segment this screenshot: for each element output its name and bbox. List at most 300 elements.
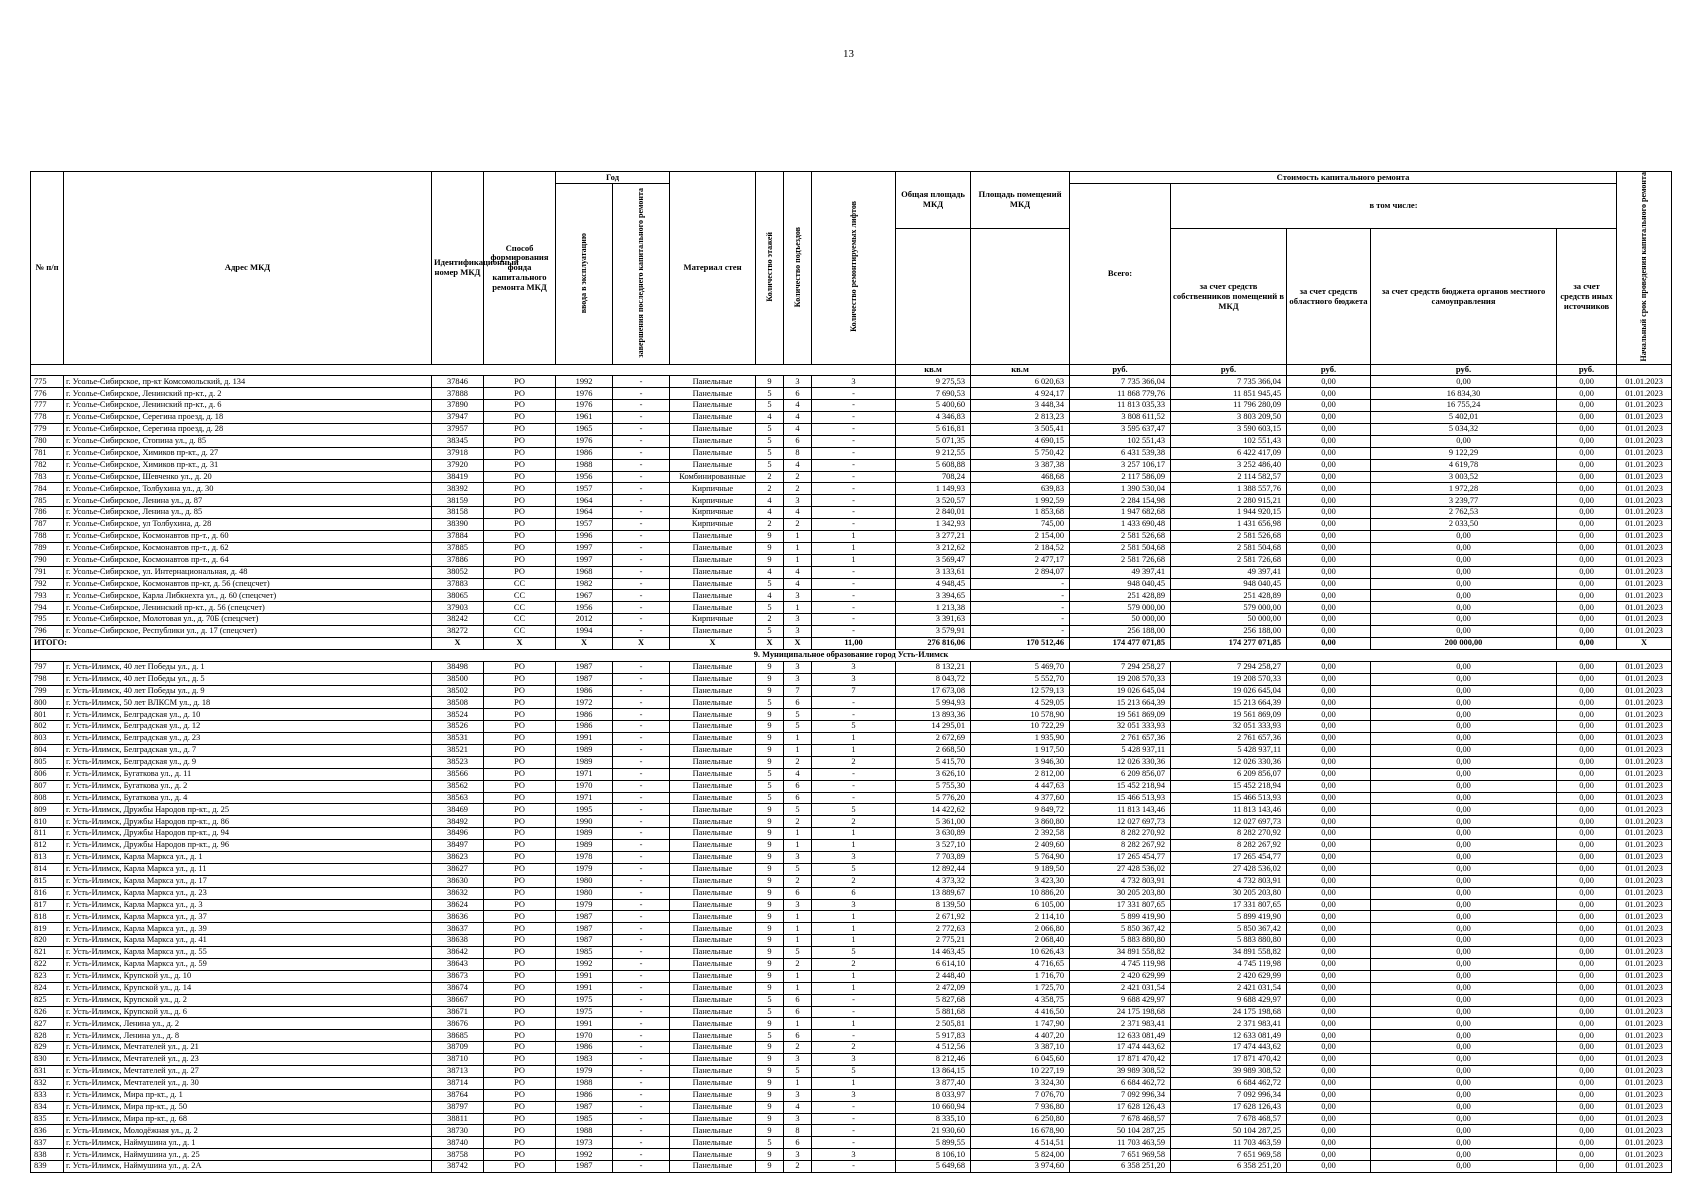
row-total-area: 1 149,93: [896, 483, 971, 495]
row-total-area: 5 616,81: [896, 423, 971, 435]
row-address: г. Усолье-Сибирское, пр-кт Комсомольский, д. 134: [64, 376, 432, 388]
row-id: 38632: [432, 887, 484, 899]
row-cost-total: 2 761 657,36: [1070, 733, 1171, 745]
row-start-date: 01.01.2023: [1617, 673, 1672, 685]
row-premises-area: 1 992,59: [971, 495, 1070, 507]
row-year-commission: 1989: [556, 756, 613, 768]
row-cost-owners: 9 688 429,97: [1171, 994, 1287, 1006]
row-method: СС: [484, 602, 556, 614]
row-start-date: 01.01.2023: [1617, 863, 1672, 875]
row-id: 38710: [432, 1054, 484, 1066]
row-cost-local: 0,00: [1371, 935, 1557, 947]
row-address: г. Усть-Илимск, Карла Маркса ул., д. 1: [64, 852, 432, 864]
row-premises-area: 2 184,52: [971, 542, 1070, 554]
row-cost-local: 0,00: [1371, 1018, 1557, 1030]
row-id: 38492: [432, 816, 484, 828]
row-year-last-repair: -: [613, 400, 670, 412]
row-premises-area: 4 924,17: [971, 388, 1070, 400]
row-num: 787: [31, 519, 64, 531]
row-cost-total: 19 026 645,04: [1070, 685, 1171, 697]
row-total-area: 14 295,01: [896, 721, 971, 733]
table-row: [31, 423, 1672, 435]
row-cost-total: 17 265 454,77: [1070, 852, 1171, 864]
row-premises-area: 4 407,20: [971, 1030, 1070, 1042]
row-floors: 4: [756, 412, 784, 424]
row-method: РО: [484, 1054, 556, 1066]
table-row: [31, 471, 1672, 483]
row-cost-owners: 32 051 333,93: [1171, 721, 1287, 733]
row-year-last-repair: -: [613, 435, 670, 447]
row-start-date: 01.01.2023: [1617, 1089, 1672, 1101]
row-material: Панельные: [670, 744, 756, 756]
header-cost-local: за счет средств бюджета органов местного самоуправления: [1371, 229, 1557, 365]
row-premises-area: 639,83: [971, 483, 1070, 495]
row-cost-local: 0,00: [1371, 911, 1557, 923]
row-year-last-repair: -: [613, 483, 670, 495]
row-total-area: 5 917,83: [896, 1030, 971, 1042]
row-total-area: 1 213,38: [896, 602, 971, 614]
row-cost-total: 2 117 586,09: [1070, 471, 1171, 483]
row-cost-total: 5 899 419,90: [1070, 911, 1171, 923]
row-cost-owners: 17 331 807,65: [1171, 899, 1287, 911]
header-units-row: [31, 365, 1672, 376]
row-floors: 9: [756, 875, 784, 887]
table-row: [31, 519, 1672, 531]
row-id: 38636: [432, 911, 484, 923]
row-id: 38419: [432, 471, 484, 483]
row-premises-area: 6 105,00: [971, 899, 1070, 911]
header-units-blank: [31, 365, 896, 376]
row-address: г. Усть-Илимск, Карла Маркса ул., д. 17: [64, 875, 432, 887]
row-material: Панельные: [670, 828, 756, 840]
row-cost-total: 251 428,89: [1070, 590, 1171, 602]
row-id: 38630: [432, 875, 484, 887]
row-cost-local: 0,00: [1371, 840, 1557, 852]
row-lifts: -: [812, 626, 896, 638]
row-num: 818: [31, 911, 64, 923]
row-cost-owners: 2 371 983,41: [1171, 1018, 1287, 1030]
row-id: 38563: [432, 792, 484, 804]
row-year-commission: 1957: [556, 519, 613, 531]
row-cost-local: 5 402,01: [1371, 412, 1557, 424]
row-cost-total: 17 628 126,43: [1070, 1101, 1171, 1113]
row-start-date: 01.01.2023: [1617, 412, 1672, 424]
row-cost-other: 0,00: [1557, 828, 1617, 840]
table-row: [31, 1089, 1672, 1101]
row-total-area: 5 400,60: [896, 400, 971, 412]
row-address: г. Усть-Илимск, Дружбы Народов пр-кт., д. 25: [64, 804, 432, 816]
row-num: 804: [31, 744, 64, 756]
row-lifts: -: [812, 1113, 896, 1125]
row-lifts: 1: [812, 554, 896, 566]
row-material: Кирпичные: [670, 483, 756, 495]
row-year-commission: 1987: [556, 923, 613, 935]
row-method: РО: [484, 780, 556, 792]
row-cost-local: 0,00: [1371, 959, 1557, 971]
row-cost-owners: 5 428 937,11: [1171, 744, 1287, 756]
table-row: [31, 400, 1672, 412]
row-start-date: 01.01.2023: [1617, 697, 1672, 709]
row-cost-region: 0,00: [1287, 804, 1371, 816]
row-material: Панельные: [670, 816, 756, 828]
row-cost-owners: 17 628 126,43: [1171, 1101, 1287, 1113]
row-year-last-repair: -: [613, 1006, 670, 1018]
row-premises-area: 7 076,70: [971, 1089, 1070, 1101]
row-premises-area: -: [971, 602, 1070, 614]
row-address: г. Усолье-Сибирское, Космонавтов пр-т., д. 60: [64, 530, 432, 542]
row-year-commission: 1980: [556, 875, 613, 887]
row-cost-owners: 39 989 308,52: [1171, 1066, 1287, 1078]
table-row: [31, 388, 1672, 400]
row-cost-local: 0,00: [1371, 542, 1557, 554]
row-cost-local: 16 834,30: [1371, 388, 1557, 400]
row-id: 38272: [432, 626, 484, 638]
row-num: 782: [31, 459, 64, 471]
row-premises-area: 5 552,70: [971, 673, 1070, 685]
total-cost: 174 477 071,85: [1070, 637, 1171, 649]
row-year-last-repair: -: [613, 804, 670, 816]
row-cost-local: 0,00: [1371, 863, 1557, 875]
row-material: Панельные: [670, 852, 756, 864]
row-floors: 9: [756, 1054, 784, 1066]
row-cost-local: 0,00: [1371, 709, 1557, 721]
row-cost-local: 0,00: [1371, 554, 1557, 566]
row-premises-area: 2 477,17: [971, 554, 1070, 566]
row-lifts: 1: [812, 542, 896, 554]
row-entrances: 6: [784, 697, 812, 709]
row-start-date: 01.01.2023: [1617, 661, 1672, 673]
row-cost-local: 0,00: [1371, 947, 1557, 959]
row-year-commission: 1991: [556, 733, 613, 745]
row-address: г. Усолье-Сибирское, Молотовая ул., д. 70Б (спецсчет): [64, 614, 432, 626]
row-num: 824: [31, 982, 64, 994]
row-cost-local: 0,00: [1371, 1030, 1557, 1042]
row-floors: 9: [756, 911, 784, 923]
row-cost-other: 0,00: [1557, 1137, 1617, 1149]
row-cost-other: 0,00: [1557, 804, 1617, 816]
row-cost-other: 0,00: [1557, 923, 1617, 935]
row-method: РО: [484, 923, 556, 935]
row-material: Панельные: [670, 590, 756, 602]
row-entrances: 1: [784, 1018, 812, 1030]
row-cost-region: 0,00: [1287, 697, 1371, 709]
row-floors: 9: [756, 816, 784, 828]
row-material: Панельные: [670, 602, 756, 614]
row-start-date: 01.01.2023: [1617, 602, 1672, 614]
row-start-date: 01.01.2023: [1617, 376, 1672, 388]
row-cost-total: 50 000,00: [1070, 614, 1171, 626]
row-cost-region: 0,00: [1287, 423, 1371, 435]
row-cost-owners: 1 388 557,76: [1171, 483, 1287, 495]
row-num: 792: [31, 578, 64, 590]
row-cost-local: 0,00: [1371, 875, 1557, 887]
row-total-area: 3 394,65: [896, 590, 971, 602]
row-id: 38521: [432, 744, 484, 756]
row-entrances: 4: [784, 400, 812, 412]
row-cost-region: 0,00: [1287, 959, 1371, 971]
row-total-area: 9 275,53: [896, 376, 971, 388]
row-floors: 2: [756, 614, 784, 626]
row-lifts: 3: [812, 1054, 896, 1066]
row-start-date: 01.01.2023: [1617, 1042, 1672, 1054]
row-lifts: -: [812, 566, 896, 578]
row-start-date: 01.01.2023: [1617, 566, 1672, 578]
row-floors: 9: [756, 542, 784, 554]
row-total-area: 2 505,81: [896, 1018, 971, 1030]
row-address: г. Усть-Илимск, Карла Маркса ул., д. 23: [64, 887, 432, 899]
row-start-date: 01.01.2023: [1617, 994, 1672, 1006]
row-id: 38531: [432, 733, 484, 745]
table-row: [31, 1149, 1672, 1161]
row-year-last-repair: -: [613, 661, 670, 673]
row-premises-area: -: [971, 614, 1070, 626]
row-premises-area: 2 154,00: [971, 530, 1070, 542]
row-cost-local: 4 619,78: [1371, 459, 1557, 471]
row-address: г. Усть-Илимск, Карла Маркса ул., д. 55: [64, 947, 432, 959]
row-id: 38392: [432, 483, 484, 495]
row-total-area: 2 472,09: [896, 982, 971, 994]
row-num: 803: [31, 733, 64, 745]
row-year-commission: 1992: [556, 959, 613, 971]
row-method: РО: [484, 1137, 556, 1149]
row-cost-region: 0,00: [1287, 614, 1371, 626]
row-cost-total: 1 947 682,68: [1070, 507, 1171, 519]
row-year-last-repair: -: [613, 994, 670, 1006]
row-id: 38676: [432, 1018, 484, 1030]
row-address: г. Усолье-Сибирское, Серегина проезд, д. 28: [64, 423, 432, 435]
row-cost-other: 0,00: [1557, 863, 1617, 875]
row-lifts: -: [812, 1125, 896, 1137]
row-num: 801: [31, 709, 64, 721]
row-material: Панельные: [670, 935, 756, 947]
row-cost-other: 0,00: [1557, 495, 1617, 507]
row-id: 38709: [432, 1042, 484, 1054]
row-cost-region: 0,00: [1287, 507, 1371, 519]
row-floors: 9: [756, 685, 784, 697]
row-method: РО: [484, 530, 556, 542]
row-entrances: 6: [784, 780, 812, 792]
row-floors: 4: [756, 590, 784, 602]
row-num: 825: [31, 994, 64, 1006]
row-id: 38758: [432, 1149, 484, 1161]
row-method: РО: [484, 887, 556, 899]
row-address: г. Усть-Илимск, Мечтателей ул., д. 21: [64, 1042, 432, 1054]
row-cost-total: 11 868 779,76: [1070, 388, 1171, 400]
row-address: г. Усть-Илимск, Молодёжная ул., д. 2: [64, 1125, 432, 1137]
row-id: 38674: [432, 982, 484, 994]
unit-premises-area: кв.м: [971, 365, 1070, 376]
row-cost-total: 19 208 570,33: [1070, 673, 1171, 685]
row-cost-owners: 8 282 270,92: [1171, 828, 1287, 840]
row-address: г. Усолье-Сибирское, Ленинский пр-кт., д. 2: [64, 388, 432, 400]
row-method: РО: [484, 483, 556, 495]
row-num: 808: [31, 792, 64, 804]
row-method: РО: [484, 1161, 556, 1173]
row-cost-region: 0,00: [1287, 471, 1371, 483]
row-cost-region: 0,00: [1287, 1066, 1371, 1078]
row-year-last-repair: -: [613, 982, 670, 994]
row-cost-region: 0,00: [1287, 661, 1371, 673]
row-year-commission: 1971: [556, 768, 613, 780]
row-premises-area: 1 716,70: [971, 970, 1070, 982]
row-cost-other: 0,00: [1557, 1066, 1617, 1078]
row-cost-total: 50 104 287,25: [1070, 1125, 1171, 1137]
row-year-commission: 1988: [556, 1077, 613, 1089]
table-row: [31, 447, 1672, 459]
table-row: [31, 709, 1672, 721]
row-cost-total: 4 745 119,98: [1070, 959, 1171, 971]
section-title: 9. Муниципальное образование город Усть-Илимск: [31, 649, 1672, 661]
row-year-commission: 1986: [556, 447, 613, 459]
row-id: 38345: [432, 435, 484, 447]
row-cost-region: 0,00: [1287, 887, 1371, 899]
row-cost-region: 0,00: [1287, 982, 1371, 994]
row-total-area: 3 626,10: [896, 768, 971, 780]
row-num: 798: [31, 673, 64, 685]
row-address: г. Усть-Илимск, Мечтателей ул., д. 23: [64, 1054, 432, 1066]
row-start-date: 01.01.2023: [1617, 923, 1672, 935]
row-lifts: 2: [812, 816, 896, 828]
header-units-blank-right: [1617, 365, 1672, 376]
row-num: 795: [31, 614, 64, 626]
row-entrances: 6: [784, 792, 812, 804]
row-entrances: 1: [784, 1077, 812, 1089]
row-cost-total: 11 813 143,46: [1070, 804, 1171, 816]
row-method: СС: [484, 626, 556, 638]
row-cost-region: 0,00: [1287, 590, 1371, 602]
row-entrances: 5: [784, 709, 812, 721]
row-cost-other: 0,00: [1557, 412, 1617, 424]
row-cost-other: 0,00: [1557, 542, 1617, 554]
row-floors: 9: [756, 982, 784, 994]
row-num: 781: [31, 447, 64, 459]
row-floors: 9: [756, 530, 784, 542]
row-floors: 9: [756, 721, 784, 733]
row-cost-other: 0,00: [1557, 959, 1617, 971]
row-entrances: 2: [784, 1042, 812, 1054]
row-premises-area: 2 409,60: [971, 840, 1070, 852]
row-total-area: 4 346,83: [896, 412, 971, 424]
row-start-date: 01.01.2023: [1617, 756, 1672, 768]
row-cost-region: 0,00: [1287, 733, 1371, 745]
row-premises-area: 16 678,90: [971, 1125, 1070, 1137]
unit-cost-total: руб.: [1070, 365, 1171, 376]
total-cell: X: [784, 637, 812, 649]
row-total-area: 21 930,60: [896, 1125, 971, 1137]
row-cost-owners: 2 581 726,68: [1171, 554, 1287, 566]
table-row: [31, 970, 1672, 982]
row-method: РО: [484, 519, 556, 531]
row-cost-local: 0,00: [1371, 768, 1557, 780]
row-entrances: 3: [784, 376, 812, 388]
row-entrances: 2: [784, 875, 812, 887]
row-cost-other: 0,00: [1557, 447, 1617, 459]
row-floors: 9: [756, 1077, 784, 1089]
row-material: Панельные: [670, 697, 756, 709]
row-year-commission: 1975: [556, 1006, 613, 1018]
row-start-date: 01.01.2023: [1617, 685, 1672, 697]
row-cost-total: 7 092 996,34: [1070, 1089, 1171, 1101]
section-row: [31, 649, 1672, 661]
row-premises-area: 4 514,51: [971, 1137, 1070, 1149]
row-address: г. Усолье-Сибирское, Ленинский пр-кт., д. 6: [64, 400, 432, 412]
row-year-commission: 1970: [556, 780, 613, 792]
row-start-date: 01.01.2023: [1617, 519, 1672, 531]
row-entrances: 1: [784, 542, 812, 554]
row-lifts: 1: [812, 744, 896, 756]
row-year-commission: 1996: [556, 530, 613, 542]
row-num: 791: [31, 566, 64, 578]
row-entrances: 1: [784, 733, 812, 745]
row-cost-owners: 49 397,41: [1171, 566, 1287, 578]
table-row: [31, 542, 1672, 554]
table-row: [31, 744, 1672, 756]
row-total-area: 12 892,44: [896, 863, 971, 875]
row-address: г. Усолье-Сибирское, ул Толбухина, д. 28: [64, 519, 432, 531]
row-cost-local: 3 239,77: [1371, 495, 1557, 507]
row-entrances: 3: [784, 1054, 812, 1066]
header-cost-owners: за счет средств собственников помещений в МКД: [1171, 229, 1287, 365]
row-cost-local: 0,00: [1371, 756, 1557, 768]
total-row: [31, 637, 1672, 649]
row-year-commission: 1972: [556, 697, 613, 709]
row-entrances: 8: [784, 1125, 812, 1137]
row-material: Панельные: [670, 661, 756, 673]
row-premises-area: 2 114,10: [971, 911, 1070, 923]
table-row: [31, 828, 1672, 840]
row-method: РО: [484, 828, 556, 840]
table-row: [31, 792, 1672, 804]
row-year-last-repair: -: [613, 863, 670, 875]
row-floors: 2: [756, 519, 784, 531]
row-method: РО: [484, 970, 556, 982]
row-entrances: 6: [784, 994, 812, 1006]
row-address: г. Усолье-Сибирское, Химиков пр-кт., д. 27: [64, 447, 432, 459]
row-year-commission: 1970: [556, 1030, 613, 1042]
row-premises-area: -: [971, 578, 1070, 590]
row-total-area: 5 899,55: [896, 1137, 971, 1149]
row-cost-owners: 2 280 915,21: [1171, 495, 1287, 507]
row-id: 37883: [432, 578, 484, 590]
row-floors: 5: [756, 1137, 784, 1149]
row-year-commission: 1986: [556, 721, 613, 733]
row-cost-region: 0,00: [1287, 685, 1371, 697]
row-floors: 5: [756, 1030, 784, 1042]
table-row: [31, 923, 1672, 935]
row-entrances: 1: [784, 935, 812, 947]
row-id: 38469: [432, 804, 484, 816]
row-num: 797: [31, 661, 64, 673]
row-floors: 5: [756, 1006, 784, 1018]
row-cost-region: 0,00: [1287, 1054, 1371, 1066]
row-method: РО: [484, 792, 556, 804]
row-year-last-repair: -: [613, 554, 670, 566]
row-material: Панельные: [670, 756, 756, 768]
row-year-commission: 1986: [556, 1042, 613, 1054]
row-floors: 9: [756, 947, 784, 959]
row-address: г. Усть-Илимск, Карла Маркса ул., д. 3: [64, 899, 432, 911]
table-row: [31, 495, 1672, 507]
row-floors: 5: [756, 435, 784, 447]
row-method: РО: [484, 899, 556, 911]
row-material: Панельные: [670, 1113, 756, 1125]
row-material: Панельные: [670, 875, 756, 887]
row-method: РО: [484, 1113, 556, 1125]
row-year-last-repair: -: [613, 923, 670, 935]
table-row: [31, 697, 1672, 709]
header-id: Идентификационный номер МКД: [432, 172, 484, 365]
row-entrances: 3: [784, 626, 812, 638]
